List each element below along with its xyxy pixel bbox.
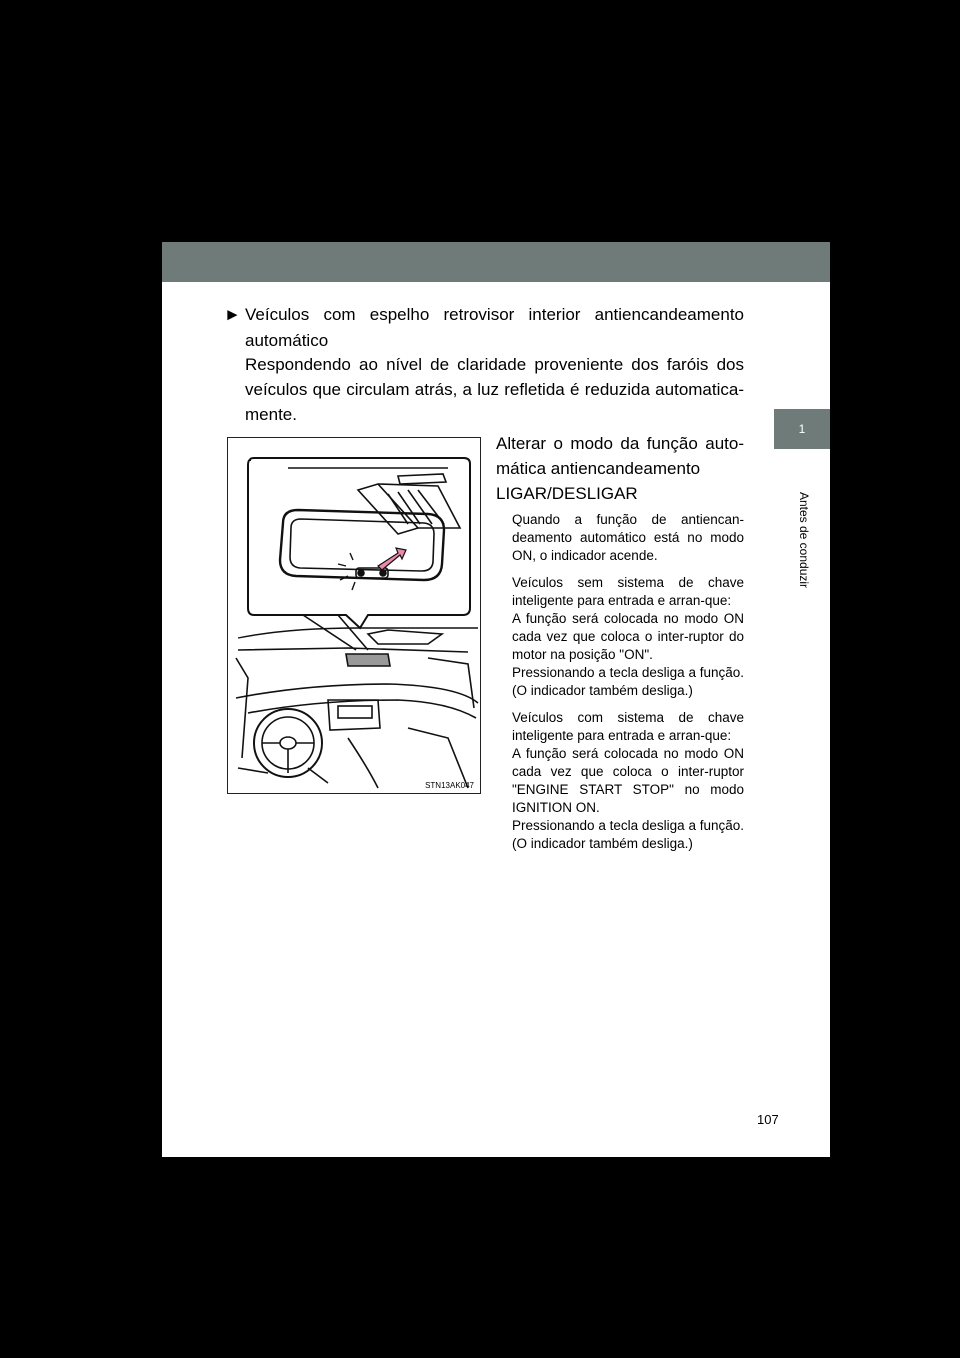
section-description: Respondendo ao nível de claridade proveniente dos faróis dos veículos que circulam atrás, a luz refletida é reduzida automatica-mente. <box>245 355 744 424</box>
bullet-arrow-icon: ► <box>224 305 241 324</box>
page-number: 107 <box>757 1112 779 1127</box>
note-without-smart-key <box>512 574 744 700</box>
section-bullet <box>224 302 744 354</box>
subheading-line-2: mática antiencandeamento <box>496 459 701 478</box>
subheading-line-3: LIGAR/DESLIGAR <box>496 484 638 503</box>
chapter-number: 1 <box>798 422 806 436</box>
note-body: A função será colocada no modo ON cada vez que coloca o inter-ruptor "ENGINE START STOP" no modo IGNITION ON. <box>512 746 744 815</box>
note-end: Pressionando a tecla desliga a função. (O indicador também desliga.) <box>512 665 744 698</box>
note-intro: Veículos sem sistema de chave inteligente para entrada e arran-que: <box>512 575 744 608</box>
subheading-line-1: Alterar o modo da função auto- <box>496 434 744 453</box>
note-indicator: Quando a função de antiencan-deamento automático está no modo ON, o indicador acende. <box>512 512 744 563</box>
note-with-smart-key <box>512 709 744 853</box>
bullet-title: Veículos com espelho retrovisor interior antiencandeamento automático <box>245 305 744 350</box>
note-intro: Veículos com sistema de chave inteligente para entrada e arran-que: <box>512 710 744 743</box>
note-body: A função será colocada no modo ON cada vez que coloca o inter-ruptor do motor na posição "ON". <box>512 611 744 662</box>
chapter-tab <box>774 409 830 449</box>
mirror-drawing <box>228 438 480 793</box>
chapter-label: Antes de conduzir <box>797 491 811 589</box>
figure-code: STN13AK047 <box>425 781 474 790</box>
mirror-illustration <box>227 437 481 794</box>
subheading <box>496 431 744 506</box>
notes-column <box>512 511 744 862</box>
note-end: Pressionando a tecla desliga a função. (O indicador também desliga.) <box>512 818 744 851</box>
header-bar <box>162 242 830 282</box>
